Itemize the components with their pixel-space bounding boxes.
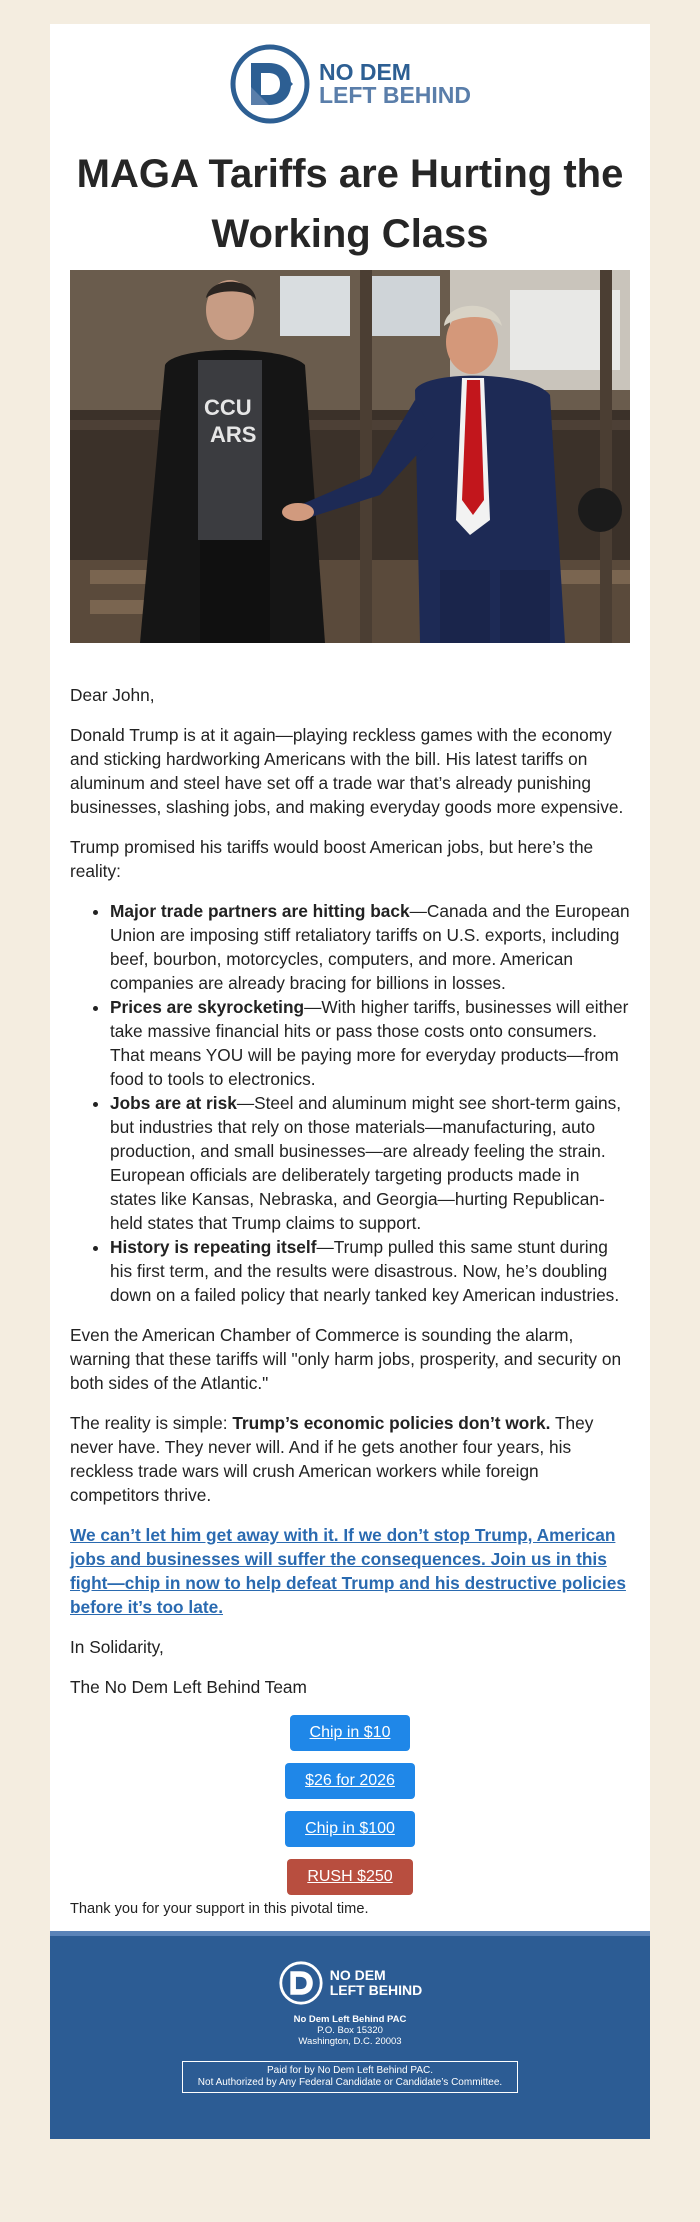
rush-250-button[interactable]: RUSH $250	[287, 1859, 413, 1895]
26-for-2026-button[interactable]: $26 for 2026	[285, 1763, 415, 1799]
chip-in-100-button[interactable]: Chip in $100	[285, 1811, 415, 1847]
email-body	[50, 643, 650, 1895]
list-item-heading: History is repeating itself	[110, 1237, 317, 1257]
list-item-text: —Steel and aluminum might see short-term gains, but industries that rely on those materials—manufacturing, auto production, and small businesses—are already feeling the strain. European officials are deliberately targeting products made in states like Kansas, Nebraska, and Georgia—hurting Republican-held states that Trump claims to support.	[110, 1093, 622, 1233]
brand-logo-icon	[229, 43, 311, 125]
footer-city: Washington, D.C. 20003	[298, 2036, 402, 2047]
list-item	[110, 1091, 630, 1235]
list-item-heading: Jobs are at risk	[110, 1093, 237, 1113]
shirt-text-line1: CCU	[204, 395, 252, 420]
donation-buttons	[70, 1715, 630, 1895]
signoff: In Solidarity,	[70, 1637, 164, 1657]
brand-name-line1: NO DEM	[318, 59, 411, 85]
reality-list	[70, 899, 630, 1307]
paragraph-reality: Trump promised his tariffs would boost American jobs, but here’s the reality:	[70, 837, 594, 881]
signature: The No Dem Left Behind Team	[70, 1677, 307, 1697]
list-item-heading: Major trade partners are hitting back	[110, 901, 410, 921]
footer-brand-line1: NO DEM	[329, 1967, 386, 1983]
paragraph-reality-simple	[70, 1411, 630, 1507]
brand-wordmark	[319, 61, 471, 107]
footer-brand-line2: LEFT BEHIND	[329, 1982, 423, 1998]
paragraph-chamber: Even the American Chamber of Commerce is sounding the alarm, warning that these tariffs will "only harm jobs, prosperity, and security on both sides of the Atlantic."	[70, 1325, 622, 1393]
footer-logo[interactable]	[278, 1960, 423, 2006]
footer-address	[294, 2014, 407, 2047]
paragraph-intro: Donald Trump is at it again—playing reckless games with the economy and sticking hardworking Americans with the bill. His latest tariffs on aluminum and steel have set off a trade war that’s already punishing businesses, slashing jobs, and making everyday goods more expensive.	[70, 725, 624, 817]
list-item-text: —With higher tariffs, businesses will either take massive financial hits or pass those costs onto consumers. That means YOU will be paying more for everyday products—from food to tools to electronics.	[110, 997, 629, 1089]
disclaimer-paid-for: Paid for by No Dem Left Behind PAC.	[266, 2065, 433, 2076]
disclaimer-not-authorized: Not Authorized by Any Federal Candidate or Candidate’s Committee.	[197, 2077, 503, 2088]
footer-wordmark	[330, 1968, 423, 1998]
footer-po-box: P.O. Box 15320	[317, 2025, 383, 2036]
footer-logo-icon	[278, 1960, 324, 2006]
shirt-text-line2: ARS	[210, 422, 257, 447]
list-item	[110, 995, 630, 1091]
greeting: Dear John,	[70, 685, 155, 705]
thank-you-note: Thank you for your support in this pivotal time.	[70, 1901, 369, 1917]
list-item-text: —Trump pulled this same stunt during his first term, and the results were disastrous. Now, he’s doubling down on a failed policy that nearly tanked key American industries.	[110, 1237, 620, 1305]
list-item-text: —Canada and the European Union are imposing stiff retaliatory tariffs on U.S. exports, including beef, bourbon, motorcycles, computers, and more. American companies are already bracing for billions in losses.	[110, 901, 630, 993]
footer-pac-name: No Dem Left Behind PAC	[293, 2014, 407, 2025]
page-title: MAGA Tariffs are Hurting the Working Class	[76, 152, 624, 256]
paragraph-emphasis: Trump’s economic policies don’t work.	[232, 1413, 551, 1433]
footer-disclaimer	[182, 2061, 518, 2093]
donate-cta-link[interactable]: We can’t let him get away with it. If we don’t stop Trump, American jobs and businesses will suffer the consequences. Join us in this fight—chip in now to help defeat Trump and his destructive policies before it’s too late.	[70, 1525, 626, 1617]
paragraph-lead: The reality is simple:	[70, 1413, 233, 1433]
list-item	[110, 899, 630, 995]
email-card	[50, 24, 650, 2139]
chip-in-10-button[interactable]: Chip in $10	[290, 1715, 410, 1751]
list-item-heading: Prices are skyrocketing	[110, 997, 305, 1017]
hero-photo[interactable]	[70, 270, 630, 643]
header-logo[interactable]	[50, 24, 650, 132]
list-item	[110, 1235, 630, 1307]
brand-name-line2: LEFT BEHIND	[318, 82, 472, 108]
paragraph-rest: They never have. They never will. And if he gets another four years, his reckless trade wars will crush American workers while foreign competitors thrive.	[70, 1413, 594, 1505]
footer	[50, 1931, 650, 2139]
